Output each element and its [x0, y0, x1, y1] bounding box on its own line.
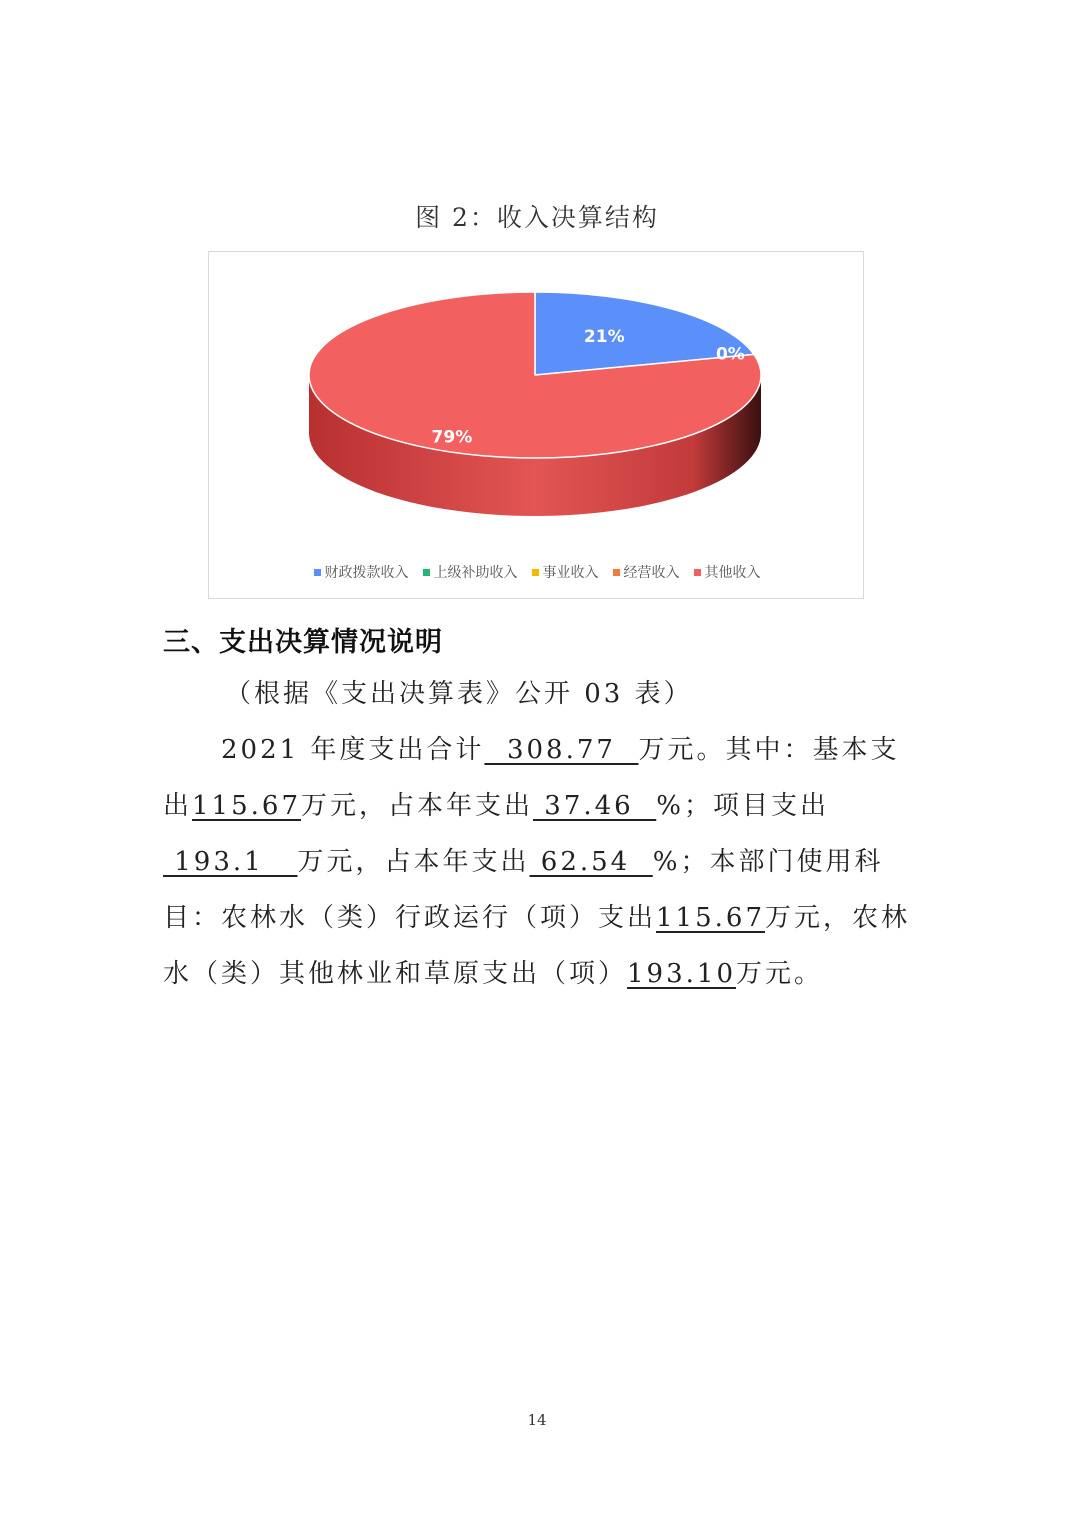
- expenditure-paragraph: [163, 722, 915, 1002]
- total-expenditure: 308.77: [484, 735, 639, 765]
- text: 2021 年度支出合计: [221, 735, 485, 765]
- project-expenditure: 193.1: [163, 847, 298, 877]
- legend-label: 事业收入: [542, 565, 599, 581]
- pie-data-label: 0%: [715, 344, 745, 365]
- legend-item: [314, 562, 409, 582]
- text: %；本部门使用科目：农林水（类）行政运行（项）支出: [163, 847, 884, 933]
- legend-item: [423, 562, 518, 582]
- text: 万元，占本年支出: [297, 847, 530, 877]
- pie-data-label: 79%: [431, 427, 473, 448]
- figure-caption: 图 2：收入决算结构: [415, 203, 659, 232]
- text: 万元。: [736, 959, 824, 989]
- legend-label: 财政拨款收入: [324, 565, 409, 581]
- basic-expenditure: 115.67: [192, 791, 301, 821]
- text: 万元，农林水（类）其他林业和草原支出（项）: [163, 903, 911, 989]
- legend-swatch: [694, 569, 701, 576]
- legend-swatch: [613, 569, 620, 576]
- pie-chart: [208, 251, 864, 599]
- legend-swatch: [532, 569, 539, 576]
- legend-item: [532, 562, 599, 582]
- section-note: （根据《支出决算表》公开 03 表）: [225, 679, 693, 709]
- legend-item: [613, 562, 680, 582]
- legend-swatch: [423, 569, 430, 576]
- forestry-expenditure: 193.10: [627, 959, 736, 989]
- section-heading: 三、支出决算情况说明: [163, 627, 443, 658]
- pie-chart-svg: [209, 252, 865, 600]
- page-number: 14: [527, 1411, 547, 1429]
- text: 万元，占本年支出: [301, 791, 534, 821]
- basic-percent: 37.46: [533, 791, 657, 821]
- text: %；项目支出: [656, 791, 829, 821]
- project-percent: 62.54: [529, 847, 653, 877]
- legend-item: [694, 562, 761, 582]
- legend-label: 上级补助收入: [433, 565, 518, 581]
- legend-label: 经营收入: [623, 565, 680, 581]
- admin-expenditure: 115.67: [656, 903, 765, 933]
- text: 万元。其中：基本支出: [163, 735, 900, 821]
- legend-label: 其他收入: [704, 565, 761, 581]
- pie-data-label: 21%: [583, 327, 625, 348]
- chart-legend: [0, 562, 1074, 582]
- legend-swatch: [314, 569, 321, 576]
